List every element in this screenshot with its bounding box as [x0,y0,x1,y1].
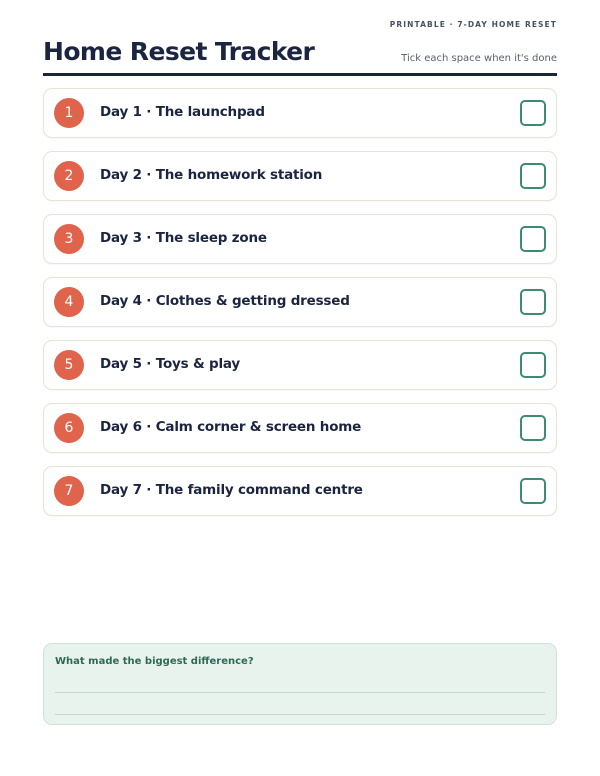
day-number-badge: 7 [54,476,84,506]
day-number-badge: 4 [54,287,84,317]
day-label: Day 7 · The family command centre [100,482,363,498]
day-list [43,88,557,529]
day-item-2 [43,151,557,201]
eyebrow-label: PRINTABLE · 7-DAY HOME RESET [389,20,557,29]
day-number-badge: 3 [54,224,84,254]
day-number-badge: 2 [54,161,84,191]
reflection-question: What made the biggest difference? [55,656,254,667]
title-divider [43,73,557,76]
day-checkbox[interactable] [520,289,546,315]
day-checkbox[interactable] [520,100,546,126]
day-item-1 [43,88,557,138]
day-checkbox[interactable] [520,163,546,189]
reflection-box [43,643,557,725]
day-number-badge: 6 [54,413,84,443]
day-label: Day 2 · The homework station [100,167,323,183]
page-title: Home Reset Tracker [43,37,315,66]
day-checkbox[interactable] [520,352,546,378]
day-checkbox[interactable] [520,478,546,504]
day-checkbox[interactable] [520,415,546,441]
day-checkbox[interactable] [520,226,546,252]
day-label: Day 6 · Calm corner & screen home [100,419,362,435]
day-label: Day 5 · Toys & play [100,356,241,372]
day-item-4 [43,277,557,327]
writing-line[interactable] [55,692,545,693]
day-label: Day 1 · The launchpad [100,104,265,120]
writing-line[interactable] [55,714,545,715]
day-item-7 [43,466,557,516]
day-label: Day 4 · Clothes & getting dressed [100,293,350,309]
day-item-6 [43,403,557,453]
page-subtitle: Tick each space when it's done [401,53,557,64]
day-item-3 [43,214,557,264]
day-number-badge: 5 [54,350,84,380]
day-number-badge: 1 [54,98,84,128]
day-item-5 [43,340,557,390]
day-label: Day 3 · The sleep zone [100,230,267,246]
